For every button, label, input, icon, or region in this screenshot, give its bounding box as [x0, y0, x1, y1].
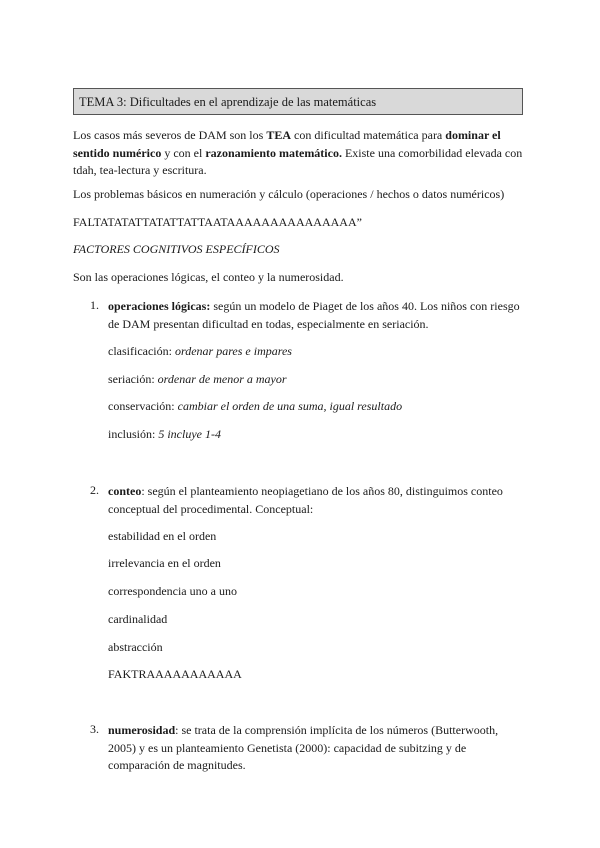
item-2-falta: FAKTRAAAAAAAAAAA — [108, 667, 242, 681]
item-2-sub: correspondencia uno a uno — [108, 584, 237, 598]
item-3-text — [108, 722, 528, 775]
intro-text-3: y con el — [161, 145, 206, 160]
intro-bold-sentido: dominar el sentido numérico — [73, 128, 501, 160]
intro-text-2: con dificultad matemática para — [291, 128, 446, 142]
falta-line-1: FALTATATATTATATTATTAATAAAAAAAAAAAAAAA” — [73, 215, 362, 229]
item-1-sub-clasificacion: clasificación: ordenar pares e impares — [108, 344, 292, 358]
section-intro: Son las operaciones lógicas, el conteo y la numerosidad. — [73, 270, 344, 284]
item-1-sub-seriacion: seriación: ordenar de menor a mayor — [108, 372, 287, 386]
intro-bold-razonamiento: razonamiento matemático. — [205, 145, 342, 160]
item-2-sub: irrelevancia en el orden — [108, 556, 221, 570]
item-2-sub: abstracción — [108, 640, 163, 654]
item-2-bold: conteo — [108, 484, 142, 498]
item-1-text — [108, 298, 528, 333]
intro-text-1: Los casos más severos de DAM son los — [73, 128, 267, 142]
problems-paragraph: Los problemas básicos en numeración y cálculo (operaciones / hechos o datos numéricos) — [73, 187, 505, 201]
item-1-sub-conservacion: conservación: cambiar el orden de una suma, igual resultado — [108, 399, 403, 413]
item-2-sub: estabilidad en el orden — [108, 529, 217, 543]
item-2-body: : según el planteamiento neopiagetiano de los años 80, distinguimos conteo conceptual del procedimental. Conceptual: — [108, 484, 503, 516]
item-1-sub-inclusion: inclusión: 5 incluye 1-4 — [108, 427, 221, 441]
item-2-number: 2. — [90, 483, 99, 497]
item-3-bold: numerosidad — [108, 723, 176, 737]
section-heading: FACTORES COGNITIVOS ESPECÍFICOS — [73, 242, 280, 256]
intro-text-4: Existe una comorbilidad elevada con tdah, tea-lectura y escritura. — [73, 145, 523, 177]
item-2-text — [108, 483, 528, 518]
item-3-number: 3. — [90, 722, 99, 736]
intro-bold-tea: TEA — [266, 128, 291, 142]
item-3-body: : se trata de la comprensión implícita de los números (Butterwooth, 2005) y es un planteamiento Genetista (2000): capacidad de subitzing y de comparación de magnitudes. — [108, 723, 499, 772]
item-1-body: según un modelo de Piaget de los años 40. Los niños con riesgo de DAM presentan dificultad en todas, especialmente en seriación. — [108, 299, 520, 331]
intro-paragraph — [73, 127, 533, 180]
item-1-bold: operaciones lógicas: — [108, 299, 211, 313]
item-1-number: 1. — [90, 298, 99, 312]
page-title: TEMA 3: Dificultades en el aprendizaje de las matemáticas — [73, 88, 523, 115]
item-2-sub: cardinalidad — [108, 612, 168, 626]
